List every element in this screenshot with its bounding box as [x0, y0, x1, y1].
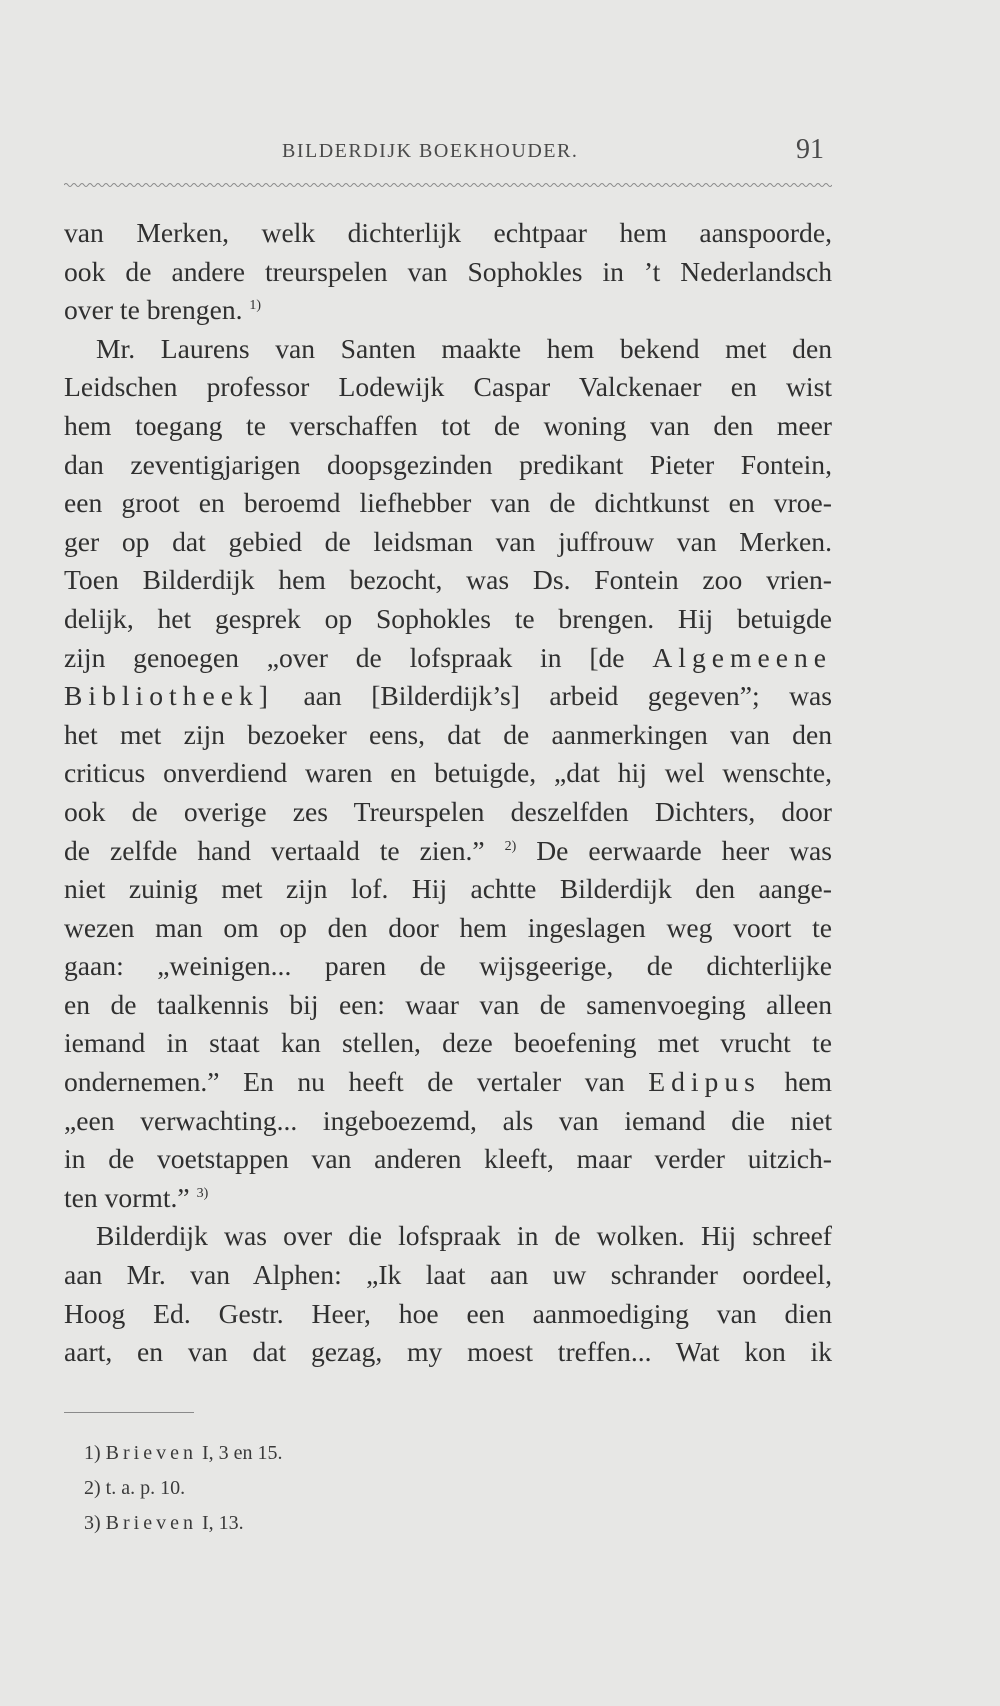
footnote-ref: 1)	[249, 298, 262, 314]
footnotes	[84, 1436, 684, 1541]
footnote-source: Brieven	[105, 1512, 197, 1534]
text-line: wezen man om op den door hem ingeslagen weg voort te	[64, 911, 832, 943]
text-line: Mr. Laurens van Santen maakte hem bekend met den	[96, 332, 832, 364]
text-line: iemand in staat kan stellen, deze beoefening met vrucht te	[64, 1027, 832, 1059]
text-line: in de voetstappen van anderen kleeft, maar verder uitzich-	[64, 1143, 832, 1175]
footnote-text: I, 3 en 15.	[201, 1442, 283, 1464]
text-line: het met zijn bezoeker eens, dat de aanmerkingen van den	[64, 718, 832, 750]
footnote-source: Brieven	[105, 1442, 197, 1464]
footnote-rule	[64, 1412, 194, 1413]
text-line: Bilderdijk was over die lofspraak in de wolken. Hij schreef	[96, 1220, 832, 1252]
running-title: BILDERDIJK BOEKHOUDER.	[282, 140, 579, 162]
text-fragment: aan [Bilderdijk’s] arbeid gegeven”; was	[303, 680, 832, 712]
footnote-text: t. a. p. 10.	[105, 1477, 186, 1499]
text-line	[64, 1063, 832, 1102]
text-line	[64, 832, 832, 871]
text-line	[64, 1179, 832, 1218]
text-line: delijk, het gesprek op Sophokles te brengen. Hij betuigde	[64, 602, 832, 634]
page-header	[64, 136, 832, 176]
text-line: criticus onverdiend waren en betuigde, „dat hij wel wenschte,	[64, 757, 832, 789]
spaced-title: Edipus	[648, 1066, 761, 1098]
text-line: hem toegang te verschaffen tot de woning van den meer	[64, 409, 832, 441]
header-rule	[64, 182, 832, 188]
text-line	[64, 639, 832, 678]
text-line: ook de andere treurspelen van Sophokles in ’t Nederlandsch	[64, 255, 832, 287]
footnote-text: I, 13.	[201, 1512, 244, 1534]
text-fragment: over te brengen.	[64, 294, 243, 326]
text-line: Hoog Ed. Gestr. Heer, hoe een aanmoediging van dien	[64, 1297, 832, 1329]
text-line: gaan: „weinigen... paren de wijsgeerige, de dichterlijke	[64, 950, 832, 982]
text-line: ger op dat gebied de leidsman van juffrouw van Merken.	[64, 525, 832, 557]
text-line: Leidschen professor Lodewijk Caspar Valckenaer en wist	[64, 371, 832, 403]
footnote-number: 1)	[84, 1442, 101, 1464]
spaced-title: Bibliotheek]	[64, 680, 274, 712]
text-fragment: De eerwaarde heer was	[536, 834, 832, 866]
text-line: een groot en beroemd liefhebber van de dichtkunst en vroe-	[64, 487, 832, 519]
spaced-title: Algemeene	[652, 641, 832, 673]
footnote-ref: 3)	[196, 1185, 209, 1201]
text-line: en de taalkennis bij een: waar van de samenvoeging alleen	[64, 988, 832, 1020]
footnote	[84, 1506, 684, 1541]
text-line: Toen Bilderdijk hem bezocht, was Ds. Fontein zoo vrien-	[64, 564, 832, 596]
footnote-number: 2)	[84, 1477, 101, 1499]
text-line: dan zeventigjarigen doopsgezinden predikant Pieter Fontein,	[64, 448, 832, 480]
text-line: niet zuinig met zijn lof. Hij achtte Bilderdijk den aange-	[64, 873, 832, 905]
text-fragment: de zelfde hand vertaald te zien.”	[64, 834, 485, 866]
text-fragment: ten vormt.”	[64, 1181, 190, 1213]
text-line: aart, en van dat gezag, my moest treffen... Wat kon ik	[64, 1336, 832, 1368]
footnote-number: 3)	[84, 1512, 101, 1534]
footnote-ref: 2)	[504, 838, 517, 854]
footnote	[84, 1471, 684, 1506]
page-number: 91	[796, 134, 824, 165]
text-fragment: ondernemen.” En nu heeft de vertaler van	[64, 1066, 625, 1098]
body-text	[64, 214, 832, 1372]
text-fragment: hem	[784, 1066, 832, 1098]
text-line: aan Mr. van Alphen: „Ik laat aan uw schrander oordeel,	[64, 1259, 832, 1291]
text-line: van Merken, welk dichterlijk echtpaar hem aanspoorde,	[64, 217, 832, 248]
footnote	[84, 1436, 684, 1471]
text-line	[64, 677, 832, 716]
text-line	[64, 291, 832, 330]
text-line: „een verwachting... ingeboezemd, als van iemand die niet	[64, 1104, 832, 1136]
text-line: ook de overige zes Treurspelen deszelfden Dichters, door	[64, 795, 832, 827]
text-fragment: zijn genoegen „over de lofspraak in [de	[64, 641, 625, 673]
